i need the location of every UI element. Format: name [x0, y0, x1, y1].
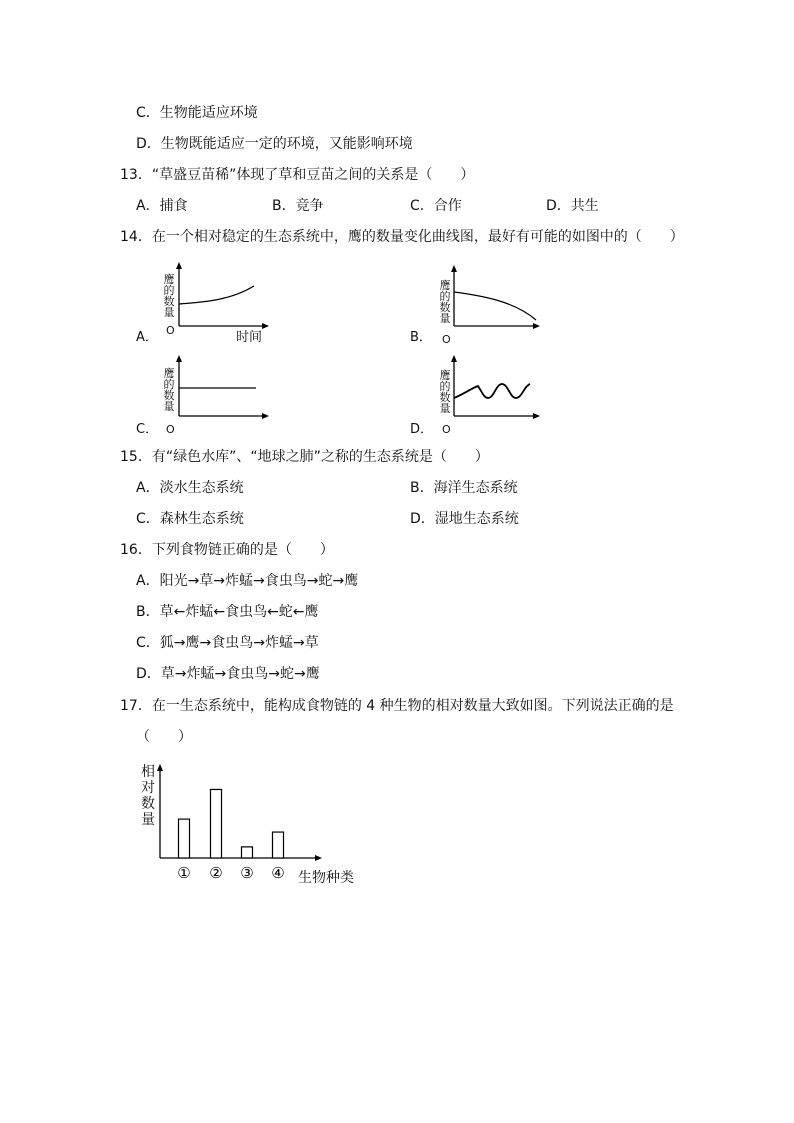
chart-ylabel: 相对数量: [141, 764, 155, 828]
q16-option-a: A．阳光→草→炸蜢→食虫鸟→蛇→鹰: [136, 573, 359, 589]
graph-a: [136, 260, 296, 350]
graph-a-origin: O: [166, 324, 175, 337]
bar-category-label: ②: [209, 864, 223, 882]
graph-a-label: A．: [136, 330, 158, 345]
graph-b-origin: O: [442, 333, 451, 346]
graph-b-curve: [454, 292, 536, 320]
graph-c-origin: O: [166, 423, 175, 436]
bar-2: [211, 789, 222, 858]
graph-c: [136, 352, 296, 442]
q12-option-c: C．生物能适应环境: [136, 105, 258, 121]
q15-option-d: D．湿地生态系统: [410, 511, 519, 527]
bar-category-label: ④: [271, 864, 285, 882]
q16-option-d: D．草→炸蜢→食虫鸟→蛇→鹰: [136, 666, 320, 682]
graph-a-curve: [179, 286, 254, 304]
q16-option-c: C．狐→鹰→食虫鸟→炸蜢→草: [136, 635, 319, 651]
graph-c-ylabel: 鹰的数量: [163, 367, 175, 413]
q16-option-b: B．草←炸蜢←食虫鸟←蛇←鹰: [136, 604, 319, 620]
q15-option-a: A．淡水生态系统: [136, 480, 244, 496]
q13-option-c: C．合作: [410, 198, 462, 214]
q17-paren: （ ）: [136, 729, 192, 745]
q17-stem: 17．在一生态系统中，能构成食物链的 4 种生物的相对数量大致如图。下列说法正确的是: [120, 698, 674, 714]
bar-1: [179, 819, 190, 858]
q14-stem: 14．在一个相对稳定的生态系统中，鹰的数量变化曲线图，最好有可能的如图中的（ ）: [120, 229, 684, 245]
bar-category-label: ③: [240, 864, 254, 882]
bar-category-label: ①: [177, 864, 191, 882]
q15-stem: 15．有“绿色水库”、“地球之肺”之称的生态系统是（ ）: [120, 449, 489, 465]
graph-c-label: C．: [136, 422, 159, 437]
graph-b-label: B．: [410, 330, 432, 345]
graph-a-xlabel: 时间: [236, 330, 263, 345]
graph-d-ylabel: 鹰的数量: [439, 369, 451, 415]
chart-xlabel: 生物种类: [298, 870, 354, 886]
q16-stem: 16．下列食物链正确的是（ ）: [120, 542, 334, 558]
q12-option-d: D．生物既能适应一定的环境，又能影响环境: [136, 136, 413, 152]
q15-option-c: C．森林生态系统: [136, 511, 244, 527]
q17-bar-chart: [136, 760, 376, 890]
graph-d-origin: O: [442, 423, 451, 436]
graph-d-label: D．: [410, 422, 434, 437]
graph-a-ylabel: 鹰的数量: [163, 273, 175, 319]
graph-d-curve: [454, 384, 530, 398]
graph-b: [410, 260, 570, 350]
graph-d: [410, 352, 570, 442]
bar-3: [242, 847, 253, 858]
q13-option-b: B．竞争: [272, 198, 324, 214]
q13-option-d: D．共生: [546, 198, 599, 214]
bar-4: [273, 832, 284, 858]
q15-option-b: B．海洋生态系统: [410, 480, 518, 496]
q13-option-a: A．捕食: [136, 198, 188, 214]
graph-b-ylabel: 鹰的数量: [439, 279, 451, 325]
q13-stem: 13．“草盛豆苗稀”体现了草和豆苗之间的关系是（ ）: [120, 167, 475, 183]
